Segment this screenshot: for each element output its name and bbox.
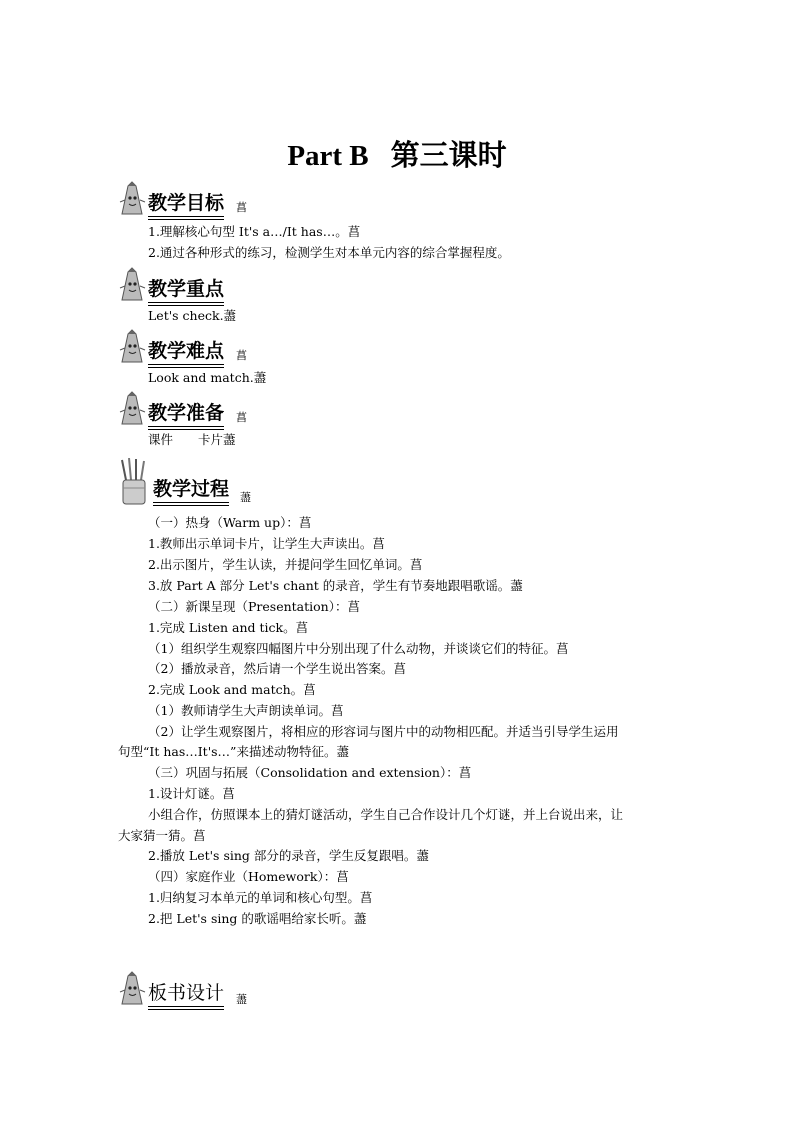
pencil-icon bbox=[118, 328, 148, 364]
text-line: 1.完成 Listen and tick。菖 bbox=[148, 620, 309, 635]
section-mark: 菖 bbox=[236, 349, 247, 362]
section-heading: 教学难点 bbox=[148, 336, 224, 365]
pencil-icon bbox=[118, 390, 148, 426]
text-line: 小组合作，仿照课本上的猜灯谜活动，学生自己合作设计几个灯谜，并上台说出来，让 bbox=[148, 807, 624, 822]
text-line: 2.播放 Let's sing 部分的录音，学生反复跟唱。藎 bbox=[148, 848, 429, 863]
text-line: （2）让学生观察图片，将相应的形容词与图片中的动物相匹配。并适当引导学生运用 bbox=[148, 724, 619, 739]
section-mark: 藎 bbox=[240, 491, 251, 504]
title-lesson: 第三课时 bbox=[390, 140, 507, 172]
text-line: 句型“It has…It's…”来描述动物特征。藎 bbox=[118, 744, 349, 759]
text-line: （1）组织学生观察四幅图片中分别出现了什么动物，并谈谈它们的特征。菖 bbox=[148, 641, 569, 656]
section-mark: 藎 bbox=[236, 993, 247, 1006]
text-line: Look and match.藎 bbox=[148, 370, 267, 385]
text-line: 1.教师出示单词卡片，让学生大声读出。菖 bbox=[148, 536, 385, 551]
text-line: （三）巩固与拓展（Consolidation and extension）：菖 bbox=[148, 765, 472, 780]
section-heading: 教学重点 bbox=[148, 274, 224, 303]
section-heading: 教学过程 bbox=[153, 474, 229, 503]
section-mark: 菖 bbox=[236, 201, 247, 214]
section-heading: 板书设计 bbox=[148, 978, 224, 1007]
pencil-icon bbox=[118, 970, 148, 1006]
text-line: （1）教师请学生大声朗读单词。菖 bbox=[148, 703, 344, 718]
text-line: 2.通过各种形式的练习，检测学生对本单元内容的综合掌握程度。 bbox=[148, 245, 510, 260]
text-line: （二）新课呈现（Presentation）：菖 bbox=[148, 599, 360, 614]
title-part: Part B bbox=[287, 140, 369, 172]
text-line: （一）热身（Warm up）：菖 bbox=[148, 515, 312, 530]
text-line: 大家猜一猜。菖 bbox=[118, 828, 206, 843]
text-line: 2.出示图片，学生认读，并提问学生回忆单词。菖 bbox=[148, 557, 423, 572]
section-heading: 教学目标 bbox=[148, 188, 224, 217]
text-line: 课件 卡片藎 bbox=[148, 432, 236, 447]
text-line: （2）播放录音，然后请一个学生说出答案。菖 bbox=[148, 661, 406, 676]
text-line: 3.放 Part A 部分 Let's chant 的录音，学生有节奏地跟唱歌谣。藎 bbox=[148, 578, 523, 593]
page-title bbox=[0, 133, 794, 174]
pencil-cup-icon bbox=[118, 458, 150, 506]
text-line: 1.归纳复习本单元的单词和核心句型。菖 bbox=[148, 890, 373, 905]
section-mark: 菖 bbox=[236, 411, 247, 424]
text-line: 1.理解核心句型 It's a…/It has…。菖 bbox=[148, 224, 361, 239]
section-heading: 教学准备 bbox=[148, 398, 224, 427]
text-line: Let's check.藎 bbox=[148, 308, 237, 323]
text-line: 2.完成 Look and match。菖 bbox=[148, 682, 316, 697]
text-line: 2.把 Let's sing 的歌谣唱给家长听。藎 bbox=[148, 911, 367, 926]
pencil-icon bbox=[118, 180, 148, 216]
pencil-icon bbox=[118, 266, 148, 302]
text-line: 1.设计灯谜。菖 bbox=[148, 786, 235, 801]
text-line: （四）家庭作业（Homework）：菖 bbox=[148, 869, 349, 884]
